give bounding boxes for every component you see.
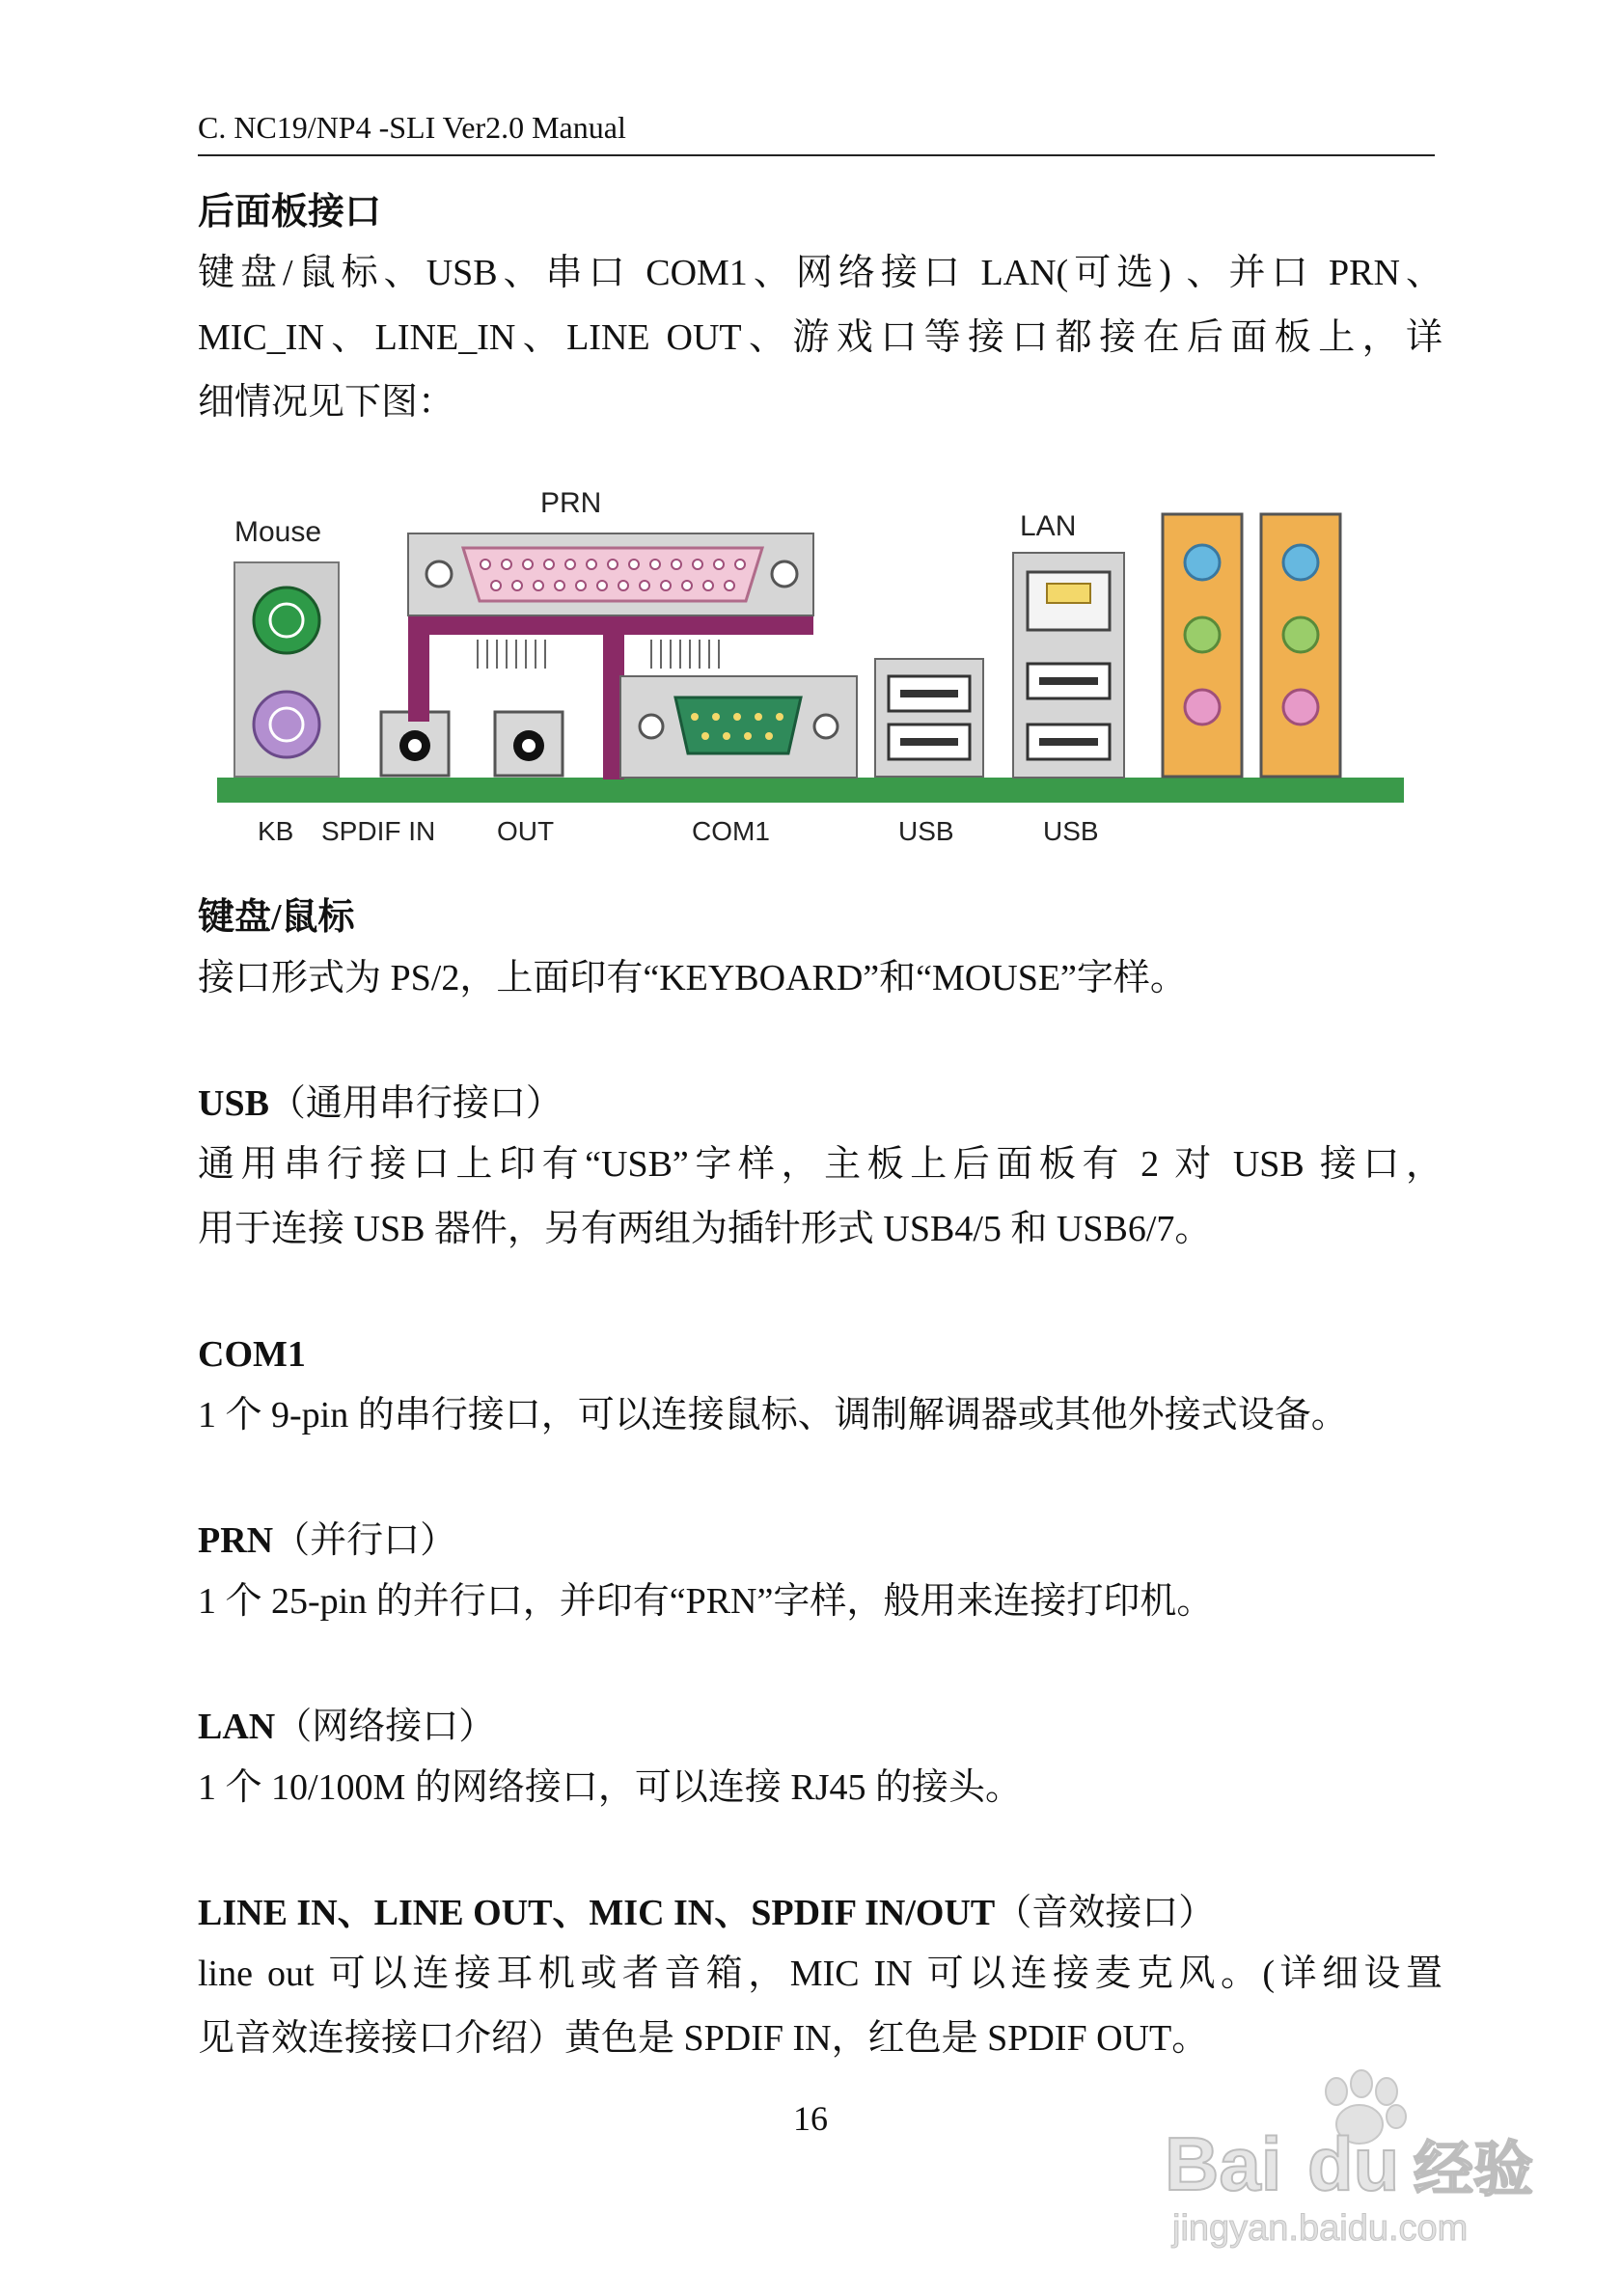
audio1-line-out-jack bbox=[1185, 617, 1220, 652]
com1-screw-left bbox=[640, 715, 663, 738]
section-title-text: PRN bbox=[198, 1520, 274, 1561]
prn-pin bbox=[725, 581, 734, 590]
com1-pin bbox=[765, 732, 773, 740]
pcb-board bbox=[217, 778, 1404, 803]
usb1-port-bottom-tongue bbox=[900, 738, 958, 746]
rear-panel-figure bbox=[198, 476, 1414, 852]
section-title-text: USB bbox=[198, 1083, 269, 1124]
prn-pin bbox=[555, 581, 564, 590]
prn-pin bbox=[481, 560, 490, 569]
prn-screw-right bbox=[772, 561, 797, 587]
prn-line-1: 1 个 25-pin 的并行口，并印有“PRN”字样，般用来连接打印机。 bbox=[198, 1581, 1214, 1622]
mouse-label: Mouse bbox=[234, 516, 322, 548]
usb2-label: USB bbox=[1043, 816, 1099, 846]
prn-pin bbox=[682, 581, 692, 590]
section-title-com1 bbox=[198, 1326, 1442, 1383]
section-title-text: 键盘/鼠标 bbox=[198, 897, 355, 938]
prn-pin bbox=[565, 560, 575, 569]
watermark-brand-du: du bbox=[1307, 2121, 1400, 2206]
com1-pin bbox=[733, 713, 741, 721]
prn-pin bbox=[629, 560, 639, 569]
prn-pin bbox=[512, 581, 522, 590]
prn-pin bbox=[502, 560, 511, 569]
section-title-usb bbox=[198, 1075, 1442, 1133]
prn-pin bbox=[523, 560, 533, 569]
prn-heatsink-fins bbox=[478, 640, 719, 669]
baidu-jingyan-watermark bbox=[1153, 2055, 1539, 2257]
kb-label: KB bbox=[258, 816, 294, 846]
page-content bbox=[198, 183, 1442, 2071]
usb-line-2: 用于连接 USB 器件，另有两组为插针形式 USB4/5 和 USB6/7。 bbox=[198, 1209, 1212, 1249]
audio1-mic-in-jack bbox=[1185, 690, 1220, 724]
prn-pin bbox=[544, 560, 554, 569]
prn-pin bbox=[661, 581, 671, 590]
section-title-note: （音效接口） bbox=[995, 1893, 1216, 1933]
spdif-in-jack-hole bbox=[408, 739, 422, 752]
section-title-lan bbox=[198, 1698, 1442, 1756]
com1-db9-connector bbox=[675, 697, 801, 753]
watermark-brand: Bai bbox=[1165, 2121, 1282, 2206]
com1-pin bbox=[691, 713, 699, 721]
com1-label: COM1 bbox=[692, 816, 770, 846]
lan-line-1: 1 个 10/100M 的网络接口，可以连接 RJ45 的接头。 bbox=[198, 1767, 1022, 1808]
prn-pin bbox=[703, 581, 713, 590]
section-title-note: （网络接口） bbox=[275, 1707, 496, 1747]
section-title-note: （并行口） bbox=[273, 1520, 457, 1561]
out-label: OUT bbox=[497, 816, 555, 846]
section-title-audio bbox=[198, 1884, 1442, 1942]
ps2-mouse-port bbox=[254, 588, 319, 653]
section-title-text: LINE IN、LINE OUT、MIC IN、SPDIF IN/OUT bbox=[198, 1893, 996, 1933]
prn-pin bbox=[597, 581, 607, 590]
spdif-out-jack-hole bbox=[522, 739, 536, 752]
prn-pin bbox=[650, 560, 660, 569]
page-number: 16 bbox=[793, 2099, 828, 2138]
intro-line-3: 细情况见下图： bbox=[198, 382, 455, 423]
audio2-blue-jack bbox=[1283, 545, 1318, 580]
com1-pin bbox=[712, 713, 720, 721]
lan-label: LAN bbox=[1020, 510, 1077, 542]
section-title-text: LAN bbox=[198, 1707, 276, 1747]
prn-pin bbox=[714, 560, 724, 569]
section-title-rear-panel: 后面板接口 bbox=[198, 192, 382, 232]
prn-pin bbox=[534, 581, 543, 590]
usb1-port-top-tongue bbox=[900, 690, 958, 697]
com1-line-1: 1 个 9-pin 的串行接口，可以连接鼠标、调制解调器或其他外接式设备。 bbox=[198, 1395, 1348, 1435]
prn-db25-connector bbox=[463, 548, 762, 601]
prn-pin bbox=[587, 560, 596, 569]
com1-screw-right bbox=[814, 715, 838, 738]
section-title-prn bbox=[198, 1512, 1442, 1570]
watermark-tag: 经验 bbox=[1414, 2134, 1534, 2204]
section-title-keyboard-mouse bbox=[198, 888, 1442, 946]
usb1-label: USB bbox=[898, 816, 954, 846]
lan-rj45-contacts bbox=[1047, 584, 1090, 603]
prn-pin bbox=[640, 581, 649, 590]
rear-panel-diagram bbox=[198, 476, 1414, 852]
com1-pin bbox=[776, 713, 783, 721]
prn-pin bbox=[608, 560, 618, 569]
intro-line-1: 键盘/鼠标、USB、串口 COM1、网络接口 LAN(可选) 、并口 PRN、 bbox=[198, 253, 1442, 293]
com1-pin bbox=[723, 732, 730, 740]
com1-pin bbox=[701, 732, 709, 740]
com1-pin bbox=[755, 713, 762, 721]
prn-pin bbox=[491, 581, 501, 590]
section-title-text: COM1 bbox=[198, 1334, 306, 1375]
audio2-green-jack bbox=[1283, 617, 1318, 652]
section-title-note: （通用串行接口） bbox=[268, 1083, 563, 1124]
usb2-port-bottom-tongue bbox=[1039, 738, 1098, 746]
ps2-keyboard-port bbox=[254, 692, 319, 757]
keyboard-mouse-line-1: 接口形式为 PS/2，上面印有“KEYBOARD”和“MOUSE”字样。 bbox=[198, 958, 1187, 998]
audio2-pink-jack bbox=[1283, 690, 1318, 724]
prn-label: PRN bbox=[540, 487, 602, 519]
intro-line-2: MIC_IN、LINE_IN、LINE OUT、游戏口等接口都接在后面板上，详 bbox=[198, 317, 1442, 358]
prn-pin bbox=[672, 560, 681, 569]
usb-line-1: 通用串行接口上印有“USB”字样，主板上后面板有 2 对 USB 接口， bbox=[198, 1144, 1442, 1185]
audio1-line-in-jack bbox=[1185, 545, 1220, 580]
com1-pin bbox=[744, 732, 752, 740]
prn-pin bbox=[618, 581, 628, 590]
usb2-port-top-tongue bbox=[1039, 677, 1098, 685]
page-header: C. NC19/NP4 -SLI Ver2.0 Manual bbox=[198, 106, 1435, 156]
audio-line-1: line out 可以连接耳机或者音箱，MIC IN 可以连接麦克风。(详细设置 bbox=[198, 1954, 1442, 1994]
audio-line-2: 见音效连接接口介绍）黄色是 SPDIF IN，红色是 SPDIF OUT。 bbox=[198, 2018, 1209, 2059]
prn-pin bbox=[576, 581, 586, 590]
watermark-url: jingyan.baidu.com bbox=[1172, 2208, 1469, 2249]
prn-pin bbox=[693, 560, 702, 569]
prn-screw-left bbox=[426, 561, 452, 587]
spdif-in-label: SPDIF IN bbox=[321, 816, 436, 846]
prn-pin bbox=[735, 560, 745, 569]
